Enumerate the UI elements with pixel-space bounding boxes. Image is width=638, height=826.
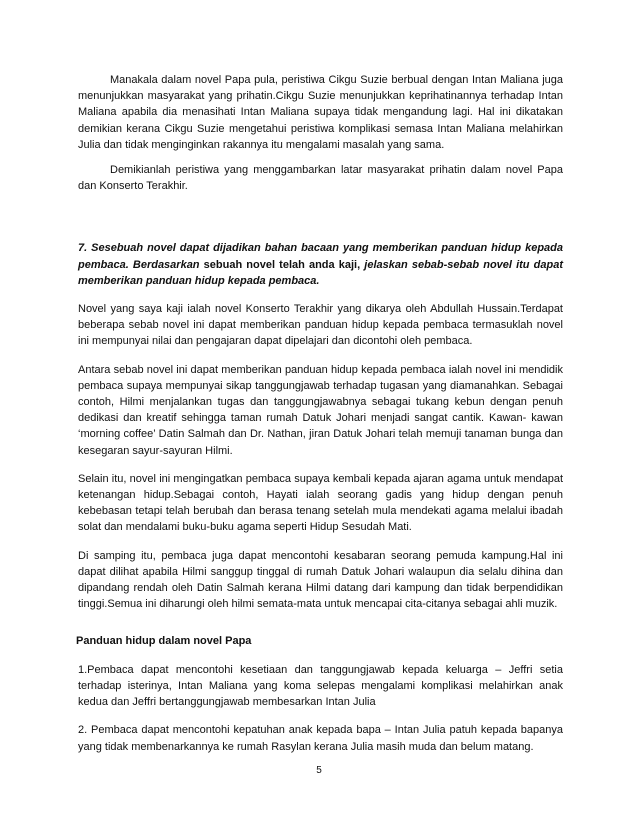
page-number: 5 — [316, 765, 322, 776]
paragraph-introduction: Novel yang saya kaji ialah novel Konserto Terakhir yang dikarya oleh Abdullah Hussain.Terdapat beberapa sebab novel ini dapat memberikan panduan hidup kepada pembaca termasuklah novel ini mempunyai nilai dan pengajaran dapat dipelajari dan dicontohi oleh pembaca. — [78, 303, 563, 348]
question-text-part1: 7. Sesebuah novel dapat dijadikan bahan bacaan yang memberikan panduan hidup kepada pembaca. Berdasarkan — [78, 242, 563, 271]
document-page — [78, 72, 563, 755]
paragraph-conclusion: Demikianlah peristiwa yang menggambarkan latar masyarakat prihatin dalam novel Papa dan Konserto Terakhir. — [78, 164, 563, 193]
list-item-2: 2. Pembaca dapat mencontohi kepatuhan anak kepada bapa – Intan Julia patuh kepada bapanya yang tidak membenarkannya ke rumah Rasylan kerana Julia masih muda dan belum matang. — [78, 724, 563, 753]
section-heading: Panduan hidup dalam novel Papa — [76, 635, 252, 648]
question-text-part2: jelaskan sebab-sebab novel itu dapat memberikan panduan hidup kepada pembaca. — [78, 258, 563, 287]
paragraph-reason-religion: Selain itu, novel ini mengingatkan pembaca supaya kembali kepada ajaran agama untuk mendapat ketenangan hidup.Sebagai contoh, Hayati ialah seorang gadis yang hidup dengan penuh kebebasan tetapi telah berubah dan berasa tenang setelah mula mendekati agama melalui ibadah solat dan mendalami buku-buku agama seperti Hidup Sesudah Mati. — [78, 472, 563, 534]
paragraph-reason-responsibility: Antara sebab novel ini dapat memberikan panduan hidup kepada pembaca ialah novel ini mendidik pembaca supaya mempunyai sikap tanggungjawab terhadap tugasan yang diamanahkan. Sebagai contoh, Hilmi menjalankan tugas dan tanggungjawabnya sebagai tukang kebun dengan penuh dedikasi dan kreatif sehingga taman rumah Datuk Johari menjadi sangat cantik. Kawan- kawan ‘morning coffee’ Datin Salmah dan Dr. Nathan, jiran Datuk Johari telah memuji tanaman bunga dan kesegaran sayur-sayuran Hilmi. — [78, 363, 563, 457]
paragraph-reason-patience: Di samping itu, pembaca juga dapat mencontohi kesabaran seorang pemuda kampung.Hal ini dapat dilihat apabila Hilmi sanggup tinggal di rumah Datuk Johari walaupun dia selalu dihina dan dipandang rendah oleh Datin Salmah kerana Hilmi datang dari kampung dan tidak berpendidikan tinggi.Semua ini diharungi oleh hilmi semata-mata untuk mencapai cita-citanya sebagai ahli muzik. — [78, 549, 563, 611]
question-text-plain: sebuah novel telah anda kaji, — [203, 258, 361, 271]
question-7 — [78, 240, 563, 289]
paragraph-papa-cikgu-suzie: Manakala dalam novel Papa pula, peristiwa Cikgu Suzie berbual dengan Intan Maliana juga menunjukkan masyarakat yang prihatin.Cikgu Suzie menunjukkan keprihatinannya terhadap Intan Maliana apabila dia menasihati Intan Maliana supaya tidak mengandung lagi. Hal ini dikatakan demikian kerana Cikgu Suzie mengetahui peristiwa komplikasi semasa Intan Maliana melahirkan Julia dan tidak menginginkan rakannya itu mengalami masalah yang sama. — [78, 74, 563, 151]
list-item-1: 1.Pembaca dapat mencontohi kesetiaan dan tanggungjawab kepada keluarga – Jeffri setia terhadap isterinya, Intan Maliana yang koma selepas mengalami komplikasi melahirkan anak kedua dan Jeffri bertanggungjawab membesarkan Intan Julia — [78, 663, 563, 709]
